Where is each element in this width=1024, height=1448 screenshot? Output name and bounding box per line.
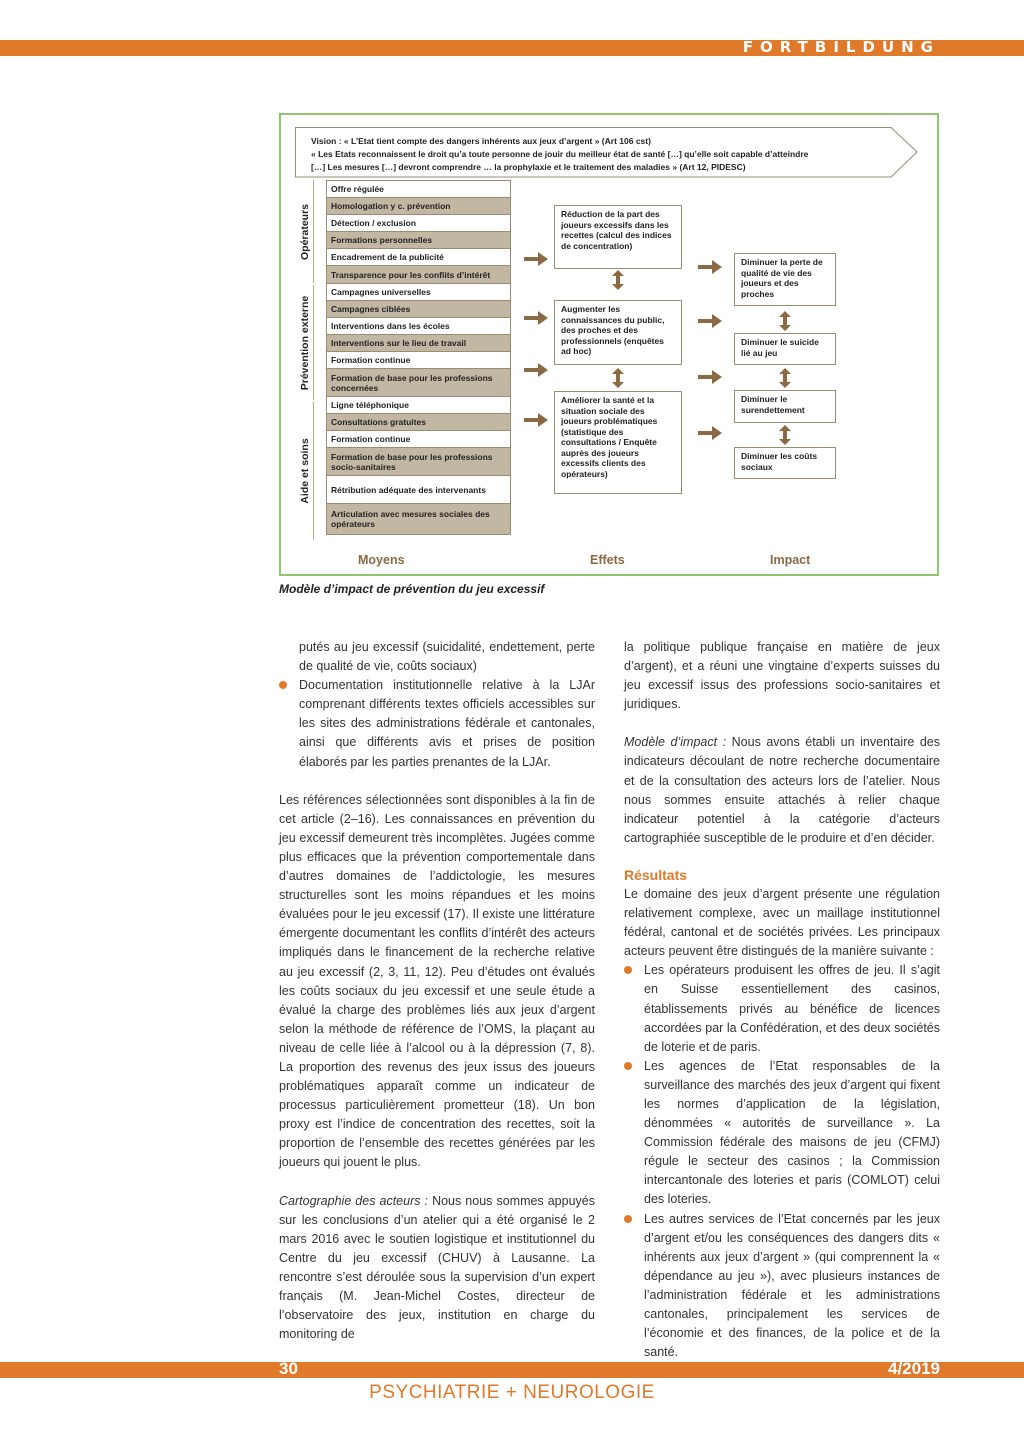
list-item: Les opérateurs produisent les offres de jeu. Il s’agit en Suisse essentiellement des casinos, établissements privés au bénéfice de licences accordées par la Confédération, et des deux sociétés de loterie et de paris.	[624, 961, 940, 1056]
right-arrow-icon	[698, 426, 724, 440]
section-label: FORTBILDUNG	[742, 38, 940, 56]
column-label-impact: Impact	[770, 553, 811, 567]
right-arrow-icon	[524, 413, 550, 427]
means-table	[326, 180, 511, 535]
vision-line: […] Les mesures […] devront comprendre … la prophylaxie et le traitement des maladies » (Art 12, PIDESC)	[311, 162, 746, 172]
paragraph: Le domaine des jeux d’argent présente une régulation relativement complexe, avec un maillage institutionnel fédéral, cantonal et de sociétés privées. Les principaux acteurs peuvent être distingués de la manière suivante :	[624, 886, 940, 959]
footer-bar	[0, 1362, 1024, 1378]
effect-box: Réduction de la part des joueurs excessifs dans les recettes (calcul des indices de concentration)	[554, 205, 682, 269]
bullet-continuation: putés au jeu excessif (suicidalité, endettement, perte de qualité de vie, coûts sociaux)	[299, 640, 595, 674]
paragraph	[279, 1192, 595, 1345]
paragraph	[624, 733, 940, 848]
figure-caption: Modèle d’impact de prévention du jeu excessif	[279, 582, 545, 596]
mean-row: Interventions dans les écoles	[327, 318, 510, 335]
mean-row: Homologation y c. prévention	[327, 198, 510, 215]
impact-box: Diminuer les coûts sociaux	[734, 447, 836, 479]
vision-line: Vision : « L’Etat tient compte des dangers inhérents aux jeux d’argent » (Art 106 cst)	[311, 136, 651, 146]
mean-row: Offre régulée	[327, 181, 510, 198]
mean-row: Formation de base pour les professions concernées	[327, 369, 510, 397]
right-arrow-icon	[524, 252, 550, 266]
list-item: Les agences de l’Etat responsables de la surveillance des marchés des jeux d’argent qui fixent les normes d’application de la législation, dénommées « autorités de surveillance ». La Commission fédérale des maisons de jeu (CFMJ) régule le secteur des casinos ; la Commission intercantonale des loteries et paris (COMLOT) celui des loteries.	[624, 1057, 940, 1210]
mean-row: Articulation avec mesures sociales des opérateurs	[327, 504, 510, 534]
paragraph-label: Modèle d’impact :	[624, 735, 727, 750]
journal-title: PSYCHIATRIE + NEUROLOGIE	[369, 1382, 655, 1403]
right-arrow-icon	[698, 260, 724, 274]
mean-row: Encadrement de la publicité	[327, 249, 510, 266]
effect-box: Améliorer la santé et la situation sociale des joueurs problématiques (statistique des consultations / Enquête auprès des joueurs excessifs clients des opérateurs)	[554, 391, 682, 494]
vision-banner	[295, 127, 905, 177]
group-prevention-externe	[297, 285, 314, 400]
updown-arrow-icon	[779, 368, 791, 388]
mean-row: Consultations gratuites	[327, 414, 510, 431]
impact-box: Diminuer le surendettement	[734, 390, 836, 423]
impact-box: Diminuer le suicide lié au jeu	[734, 333, 836, 365]
left-text-column	[279, 638, 595, 1344]
right-arrow-icon	[524, 311, 550, 325]
impact-model-figure	[279, 113, 939, 576]
vision-text	[311, 135, 808, 174]
group-aide-et-soins	[297, 402, 314, 540]
mean-row: Transparence pour les conflits d’intérêt	[327, 266, 510, 284]
updown-arrow-icon	[612, 368, 624, 388]
mean-row: Formations personnelles	[327, 232, 510, 249]
mean-row: Campagnes universelles	[327, 284, 510, 301]
list-item: Documentation institutionnelle relative à la LJAr comprenant différents textes officiels accessibles sur les sites des administrations fédérale et cantonales, ainsi que différents avis et prises de position élaborés par les parties prenantes de la LJAr.	[279, 676, 595, 771]
list-item: Les autres services de l’Etat concernés par les jeux d’argent et/ou les conséquences des dangers dits « inhérents aux jeux d’argent » (qui comprennent la « dépendance au jeu »), avec plusieurs instances de l’administration fédérale et les administrations cantonales, principalement les services de l’économie et des finances, de la police et de la santé.	[624, 1210, 940, 1363]
paragraph-body: Nous avons établi un inventaire des indicateurs découlant de notre recherche documentaire et de la consultation des acteurs lors de l’atelier. Nous nous sommes ensuite attachés à relier chaque indicateur potentiel à la catégorie d’acteurs cartographiée susceptible de le produire et d’en décider.	[624, 735, 940, 845]
group-label-text: Aide et soins	[299, 438, 311, 504]
page-number: 30	[279, 1359, 298, 1378]
mean-row: Ligne téléphonique	[327, 397, 510, 414]
paragraph-label: Cartographie des acteurs :	[279, 1193, 429, 1208]
updown-arrow-icon	[779, 311, 791, 331]
mean-row: Formation continue	[327, 352, 510, 369]
right-arrow-icon	[698, 314, 724, 328]
right-arrow-icon	[524, 363, 550, 377]
mean-row: Interventions sur le lieu de travail	[327, 335, 510, 352]
section-heading: Résultats	[624, 866, 688, 883]
mean-row: Formation continue	[327, 431, 510, 448]
mean-row: Campagnes ciblées	[327, 301, 510, 318]
impact-box: Diminuer la perte de qualité de vie des joueurs et des proches	[734, 253, 836, 306]
mean-row: Détection / exclusion	[327, 215, 510, 232]
vision-line: « Les Etats reconnaissent le droit qu’a toute personne de jouir du meilleur état de santé […] qu’elle soit capable d’atteindre	[311, 149, 809, 159]
effect-box: Augmenter les connaissances du public, des proches et des professionnels (enquêtes ad hoc)	[554, 300, 682, 365]
group-operateurs	[297, 180, 314, 283]
paragraph-body: Nous nous sommes appuyés sur les conclusions d’un atelier qui a été organisé le 2 mars 2016 avec le soutien logistique et institutionnel du Centre du jeu excessif (CHUV) à Lausanne. La rencontre s’est déroulée sous la supervision d’un expert français (M. Jean-Michel Costes, directeur de l’observatoire des jeux, institution en charge du monitoring de	[279, 1193, 595, 1342]
group-label-text: Opérateurs	[299, 203, 311, 260]
issue-number: 4/2019	[888, 1359, 940, 1378]
updown-arrow-icon	[612, 270, 624, 290]
right-arrow-icon	[698, 370, 724, 384]
right-text-column	[624, 638, 940, 1362]
updown-arrow-icon	[779, 425, 791, 445]
column-label-moyens: Moyens	[358, 553, 405, 567]
column-label-effets: Effets	[590, 553, 625, 567]
paragraph: Les références sélectionnées sont disponibles à la fin de cet article (2–16). Les connaissances en prévention du jeu excessif demeurent très incomplètes. Jugées comme plus efficaces que la prévention comportementale dans d’autres domaines de l’addictologie, les mesures structurelles sont les moins répandues et les moins évaluées pour le jeu excessif (17). Il existe une littérature émergente documentant les conflits d’intérêt des acteurs impliqués dans le financement de la recherche relative au jeu excessif (2, 3, 11, 12). Peu d’études ont évalués les coûts sociaux du jeu excessif et une seule étude a évalué la charge des problèmes liés aux jeux d’argent selon la méthode de référence de l’OMS, la plaçant au niveau de celle liée à l’alcool ou à la dépression (7, 8). La proportion des revenus des jeux issus des joueurs problématiques apparaît comme un indicateur de processus particulièrement prometteur (18). Un bon proxy est l’indice de concentration des recettes, soit la proportion de l’ensemble des recettes générées par les joueurs qui jouent le plus.	[279, 792, 595, 1170]
group-label-text: Prévention externe	[299, 295, 311, 390]
paragraph: la politique publique française en matière de jeux d’argent), et a réuni une vingtaine d’experts suisses du jeu excessif issus des professions socio-sanitaires et juridiques.	[624, 640, 940, 712]
mean-row: Rétribution adéquate des intervenants	[327, 476, 510, 504]
mean-row: Formation de base pour les professions socio-sanitaires	[327, 448, 510, 476]
